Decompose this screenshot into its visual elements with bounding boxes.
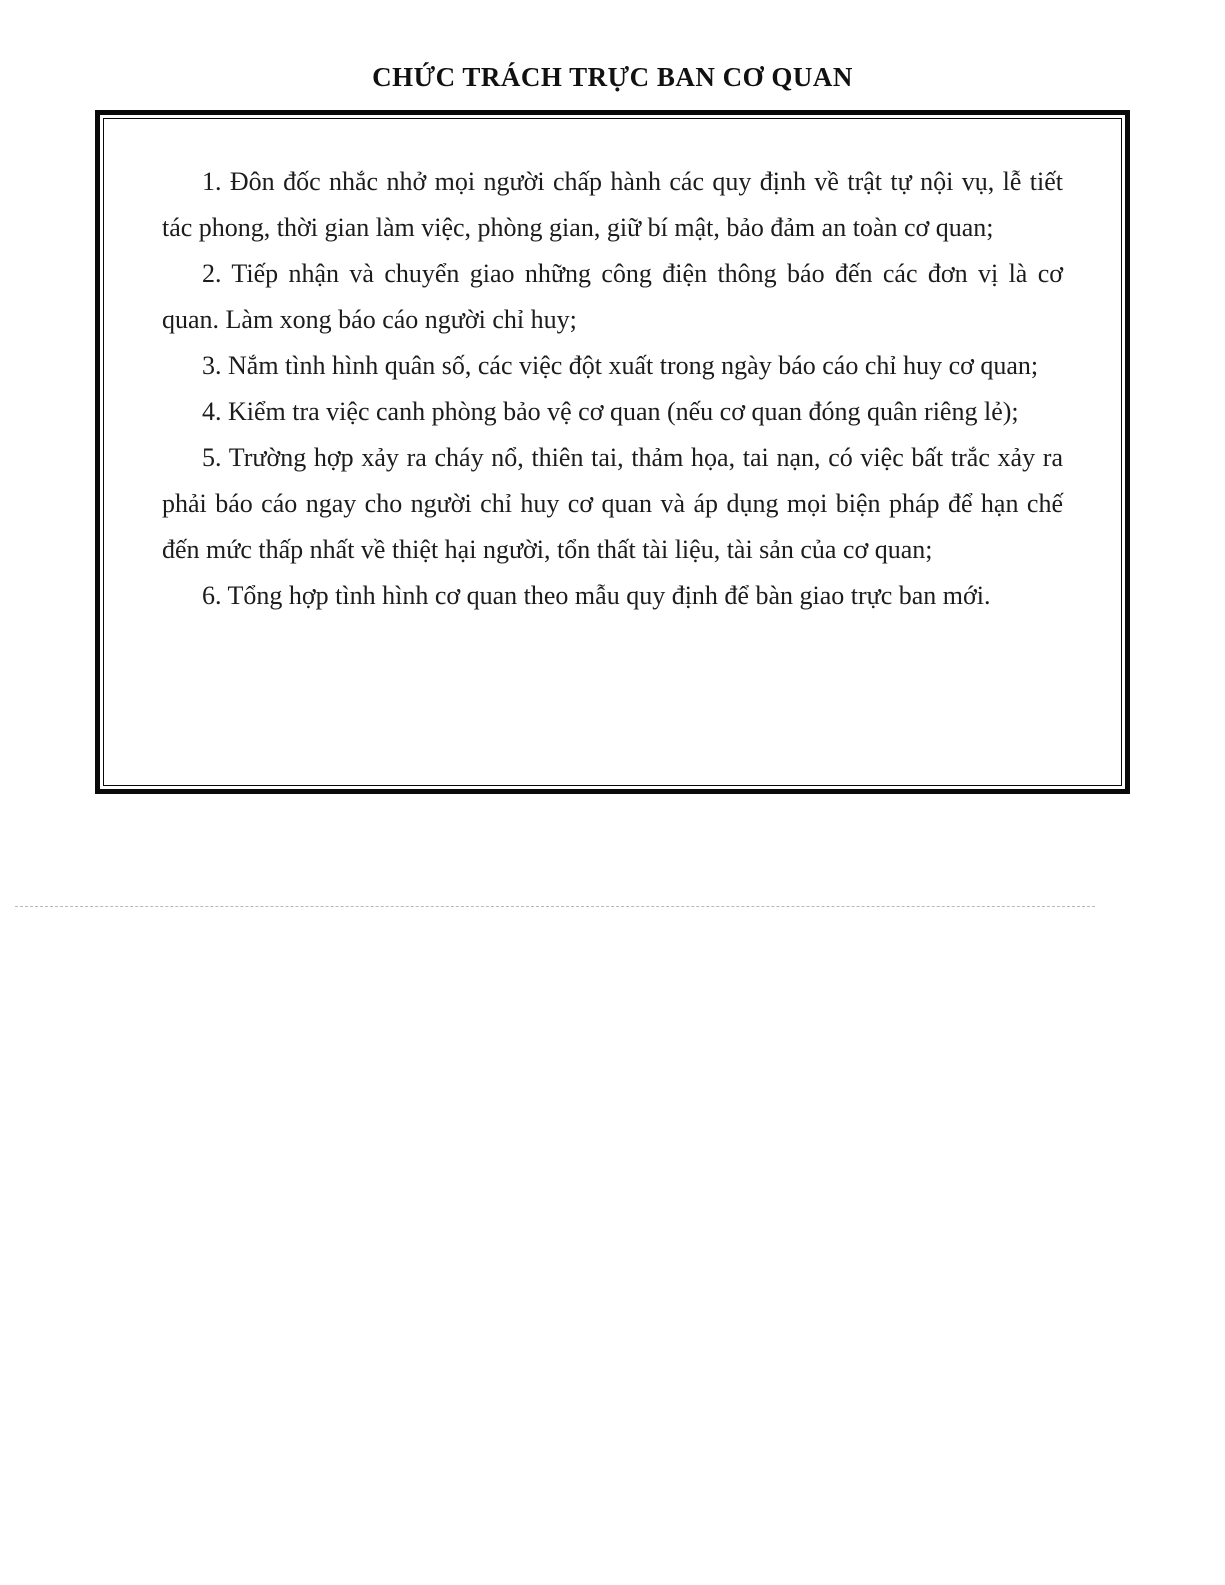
duty-item-5: 5. Trường hợp xảy ra cháy nổ, thiên tai, thảm họa, tai nạn, có việc bất trắc xảy ra phải báo cáo ngay cho người chỉ huy cơ quan và áp dụng mọi biện pháp để hạn chế đến mức thấp nhất về thiệt hại người, tổn thất tài liệu, tài sản của cơ quan; xyxy=(162,443,1063,564)
duty-item-1: 1. Đôn đốc nhắc nhở mọi người chấp hành các quy định về trật tự nội vụ, lễ tiết tác phong, thời gian làm việc, phòng gian, giữ bí mật, bảo đảm an toàn cơ quan; xyxy=(162,167,1063,242)
page-break-divider xyxy=(15,906,1095,907)
duty-item-4: 4. Kiểm tra việc canh phòng bảo vệ cơ quan (nếu cơ quan đóng quân riêng lẻ); xyxy=(202,397,1019,426)
document-frame xyxy=(95,110,1130,794)
duty-item-2: 2. Tiếp nhận và chuyển giao những công điện thông báo đến các đơn vị là cơ quan. Làm xong báo cáo người chỉ huy; xyxy=(162,259,1063,334)
duty-item-6: 6. Tổng hợp tình hình cơ quan theo mẫu quy định để bàn giao trực ban mới. xyxy=(202,581,991,610)
duty-item-3: 3. Nắm tình hình quân số, các việc đột xuất trong ngày báo cáo chỉ huy cơ quan; xyxy=(202,351,1039,380)
page-title: CHỨC TRÁCH TRỰC BAN CƠ QUAN xyxy=(372,62,853,92)
document-frame-inner xyxy=(103,118,1122,786)
